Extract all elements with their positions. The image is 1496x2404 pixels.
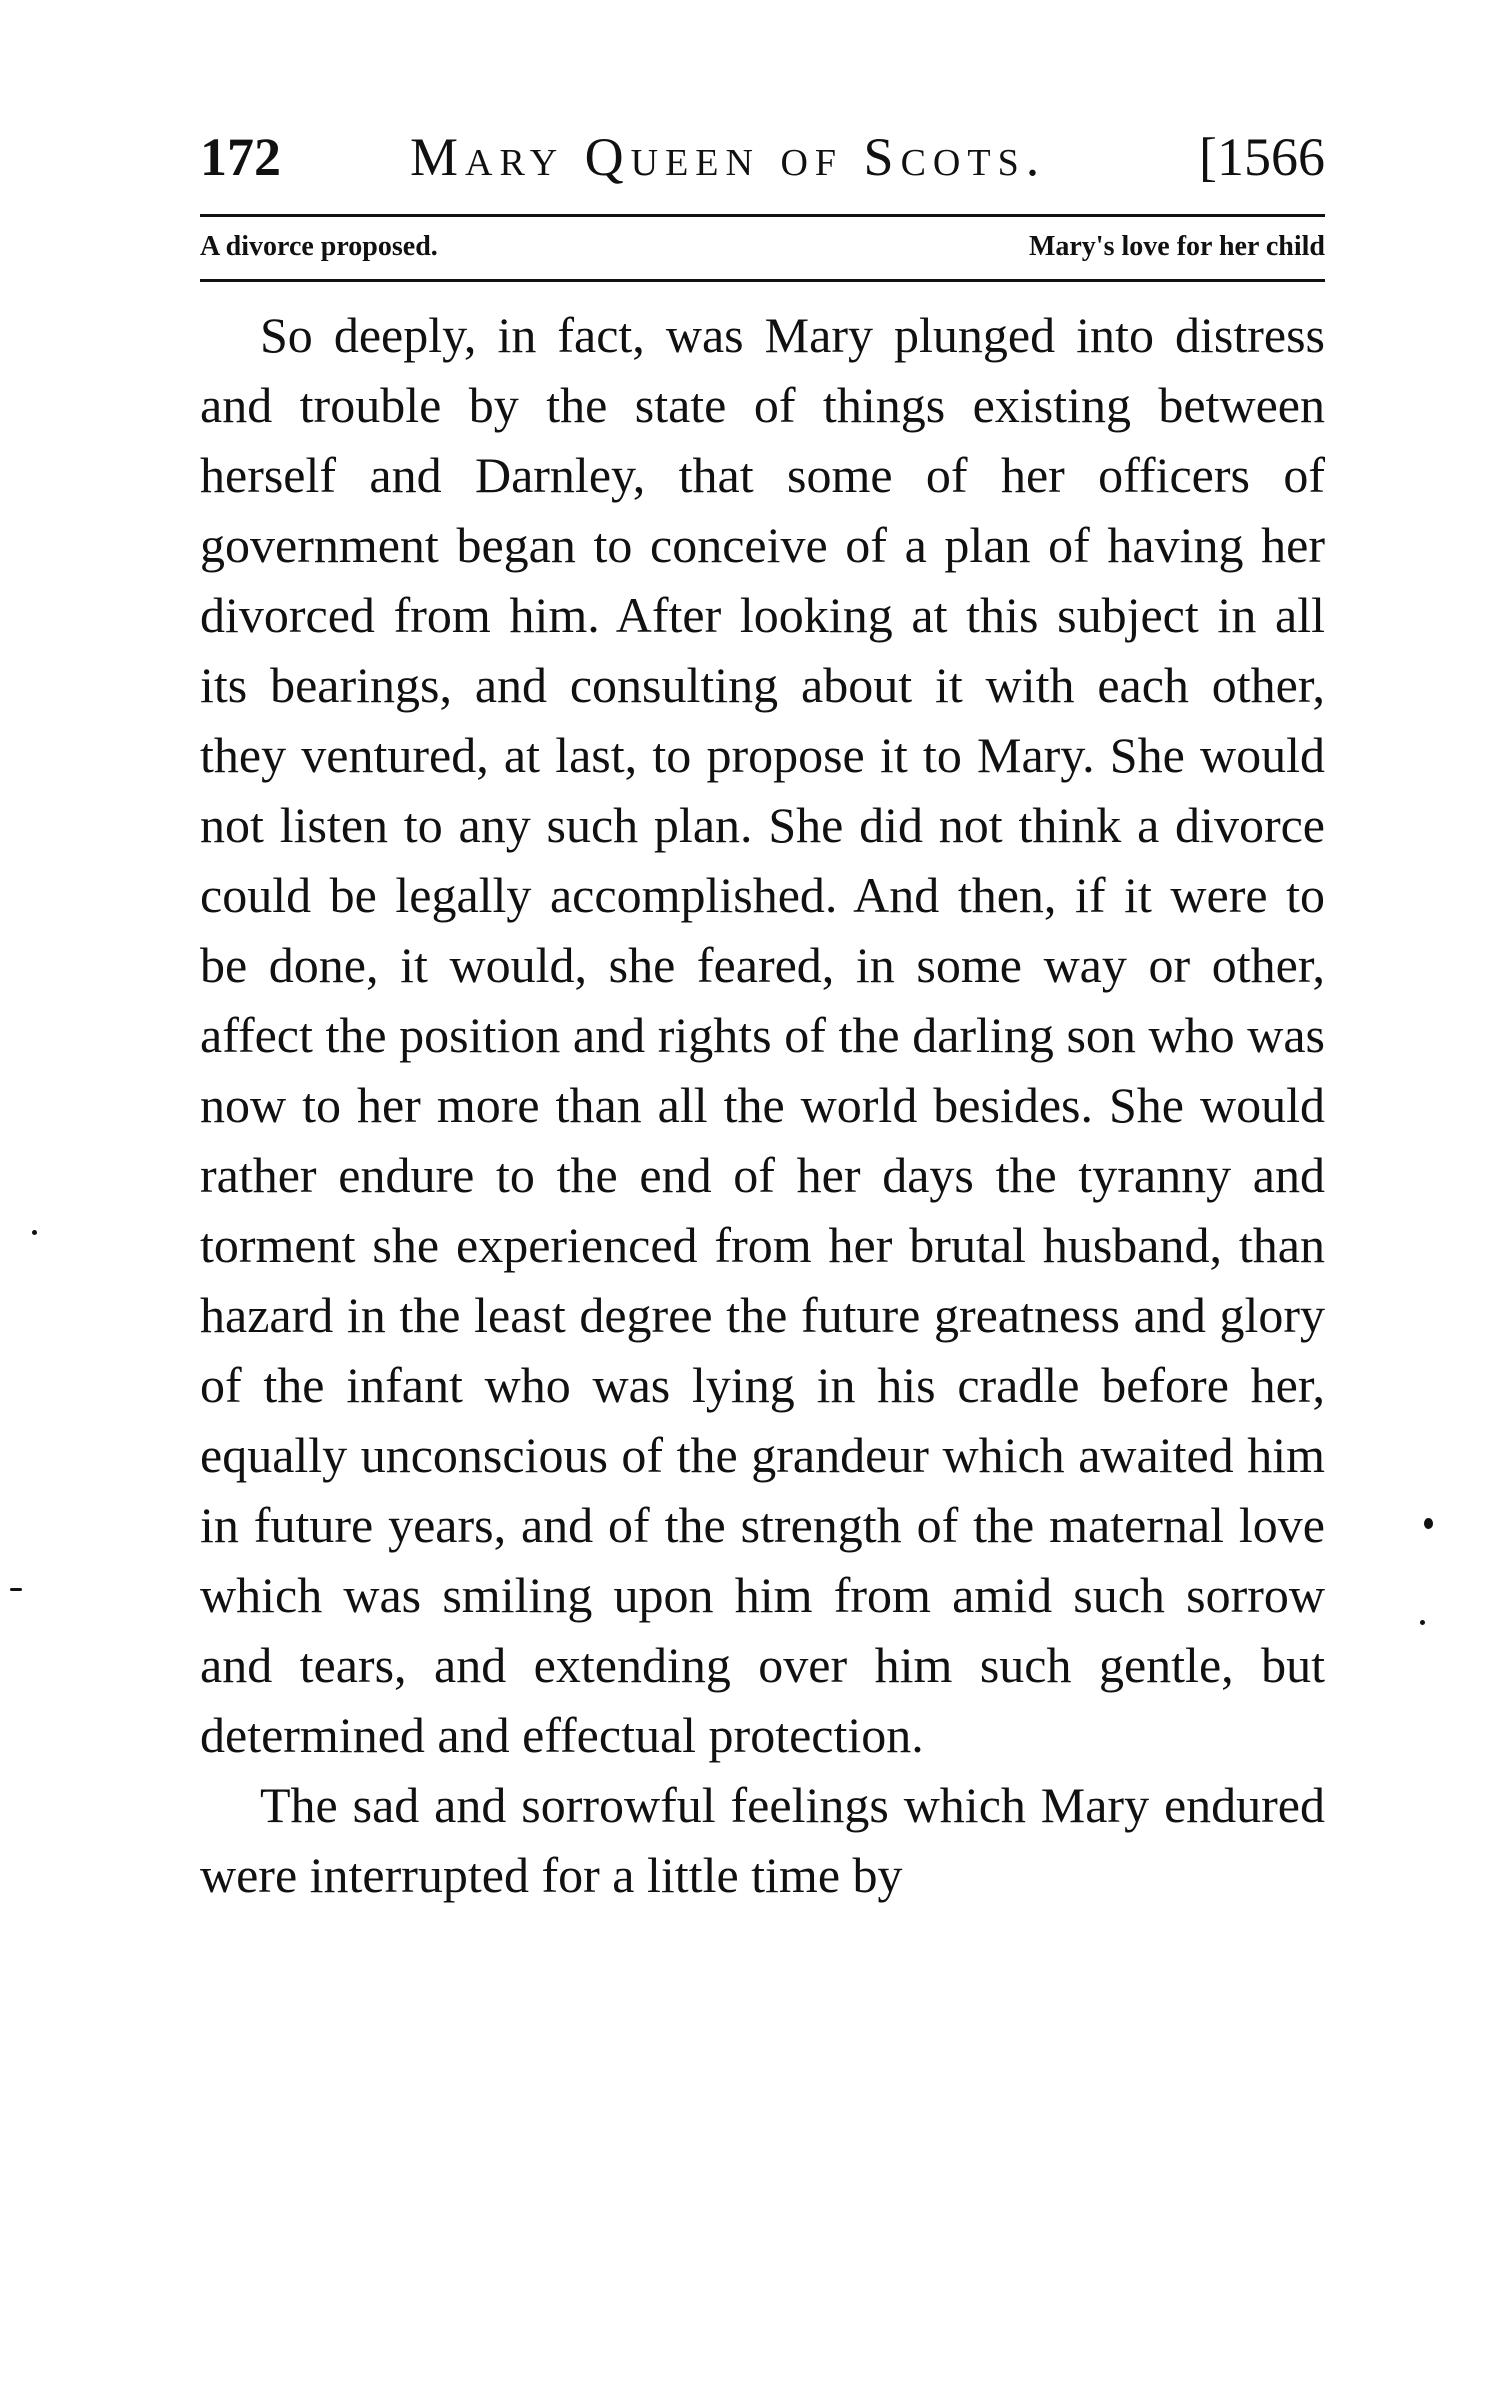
page-number: 172 bbox=[200, 127, 281, 187]
margin-note-left: A divorce proposed. bbox=[200, 231, 438, 262]
scan-speck bbox=[32, 1230, 37, 1235]
page-header bbox=[200, 122, 1325, 192]
running-title: Mary Queen of Scots. bbox=[410, 127, 1047, 187]
header-rule-top bbox=[200, 214, 1325, 217]
margin-notes bbox=[200, 224, 1325, 270]
margin-note-right: Mary's love for her child bbox=[1028, 231, 1325, 262]
paragraph: So deeply, in fact, was Mary plunged into distress and trouble by the state of things existing between herself and Darnley, that some of her officers of government began to conceive of a plan of having her divorced from him. After looking at this subject in all its bearings, and consulting about it with each other, they ventured, at last, to propose it to Mary. She would not listen to any such plan. She did not think a divorce could be legally accomplished. And then, if it were to be done, it would, she feared, in some way or other, affect the position and rights of the darling son who was now to her more than all the world besides. She would rather endure to the end of her days the tyranny and torment she experienced from her brutal husband, than hazard in the least degree the future greatness and glory of the infant who was lying in his cradle before her, equally unconscious of the grandeur which awaited him in future years, and of the strength of the maternal love which was smiling upon him from amid such sorrow and tears, and extending over him such gentle, but determined and effectual protection. bbox=[200, 307, 1325, 1763]
header-year: [1566 bbox=[1199, 127, 1325, 187]
body-text bbox=[200, 300, 1325, 1910]
header-rule-bottom bbox=[200, 279, 1325, 282]
scan-speck bbox=[10, 1588, 22, 1591]
scan-speck bbox=[1420, 1620, 1425, 1625]
scan-speck bbox=[1424, 1518, 1433, 1529]
paragraph: The sad and sorrowful feelings which Mary endured were interrupted for a little time by bbox=[200, 1777, 1325, 1903]
